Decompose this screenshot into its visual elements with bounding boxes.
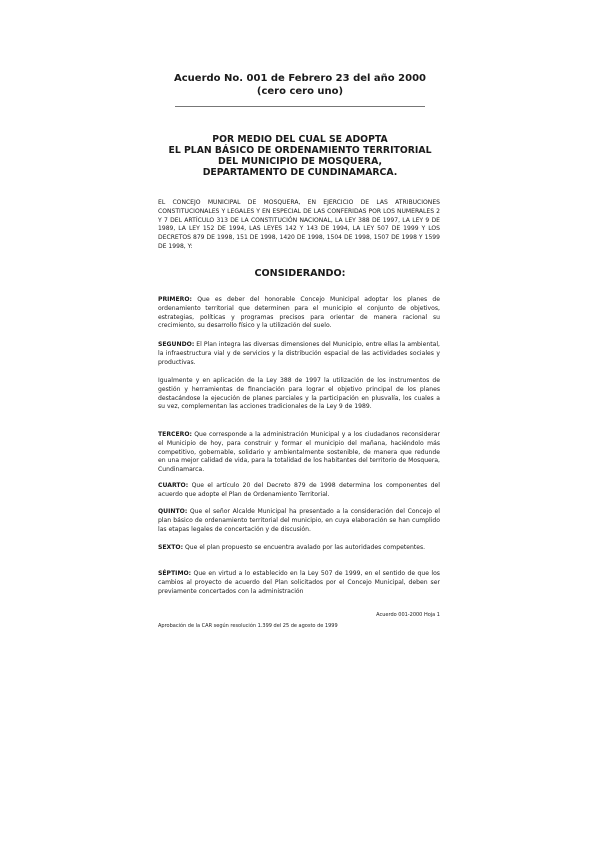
paragraph-label: SEGUNDO: (158, 341, 195, 348)
paragraph-label: CUARTO: (158, 482, 189, 489)
paragraph-label: SÉPTIMO: (158, 570, 192, 577)
paragraph-text: El Plan integra las diversas dimensiones del Municipio, entre ellas la ambiental, la infraestructura vial y de servicios y la distribución espacial de las actividades sociales y productivas. (158, 341, 440, 366)
document-title (150, 72, 450, 98)
document-heading (160, 134, 440, 178)
paragraph-text: Que el plan propuesto se encuentra avalado por las autoridades competentes. (183, 544, 426, 551)
paragraph-label: SEXTO: (158, 544, 184, 551)
paragraph-label: TERCERO: (158, 431, 192, 438)
heading-line: DEPARTAMENTO DE CUNDINAMARCA. (202, 167, 398, 178)
title-line-1: Acuerdo No. 001 de Febrero 23 del año 2000 (174, 73, 426, 84)
paragraph-label: QUINTO: (158, 508, 188, 515)
heading-line: DEL MUNICIPIO DE MOSQUERA, (218, 156, 382, 167)
paragraph-quinto (158, 508, 440, 534)
paragraph-label: PRIMERO: (158, 296, 192, 303)
paragraph-cuarto (158, 482, 440, 500)
page-reference: Acuerdo 001-2000 Hoja 1 (376, 612, 440, 618)
paragraph-text: Que el artículo 20 del Decreto 879 de 1998 determina los componentes del acuerdo que adopte el Plan de Ordenamiento Territorial. (158, 482, 440, 498)
paragraph-segundo (158, 341, 440, 367)
title-line-2: (cero cero uno) (256, 86, 344, 97)
footer-note: Aprobación de la CAR según resolución 1.399 del 25 de agosto de 1999 (158, 623, 338, 629)
paragraph-text: Igualmente y en aplicación de la Ley 388 de 1997 la utilización de los instrumentos de gestión y herramientas de financiación para lograr el objetivo principal de los planes destacándose la ejecución de planes parciales y la participación en plusvalía, los cuales a su vez, complementan las acciones tradicionales de la Ley 9 de 1989. (158, 377, 440, 411)
paragraph-text: Que en virtud a lo establecido en la Ley 507 de 1999, en el sentido de que los cambios al proyecto de acuerdo del Plan solicitados por el Concejo Municipal, deben ser previamente concertados con la administración (158, 570, 440, 595)
paragraph-primero (158, 296, 440, 331)
paragraph-sexto (158, 544, 440, 553)
heading-line: EL PLAN BÁSICO DE ORDENAMIENTO TERRITORIAL (168, 145, 432, 156)
paragraph-igualmente (158, 377, 440, 412)
paragraph-tercero (158, 431, 440, 475)
paragraph-text: Que es deber del honorable Concejo Municipal adoptar los planes de ordenamiento territorial que determinen para el municipio el conjunto de objetivos, estrategias, políticas y programas precisos para orientar de manera racional su crecimiento, su desarrollo físico y la utilización del suelo. (158, 296, 440, 330)
heading-line: POR MEDIO DEL CUAL SE ADOPTA (212, 134, 388, 145)
paragraph-septimo (158, 570, 440, 596)
title-divider (175, 106, 425, 107)
paragraph-text: Que corresponde a la administración Municipal y a los ciudadanos reconsiderar el Municipio de hoy, para construir y formar el municipio del mañana, haciéndolo más competitivo, gobernable, solidario y ambientalmente sostenible, de manera que redunde en una mejor calidad de vida, para la totalidad de los habitantes del territorio de Mosquera, Cundinamarca. (158, 431, 440, 473)
intro-paragraph: EL CONCEJO MUNICIPAL DE MOSQUERA, EN EJERCICIO DE LAS ATRIBUCIONES CONSTITUCIONALES Y LEGALES Y EN ESPECIAL DE LAS CONFERIDAS POR LOS NUMERALES 2 Y 7 DEL ARTÍCULO 313 DE LA CONSTITUCIÓN NACIONAL, LA LEY 388 DE 1997, LA LEY 9 DE 1989, LA LEY 152 DE 1994, LAS LEYES 142 Y 143 DE 1994, LA LEY 507 DE 1999 Y LOS DECRETOS 879 DE 1998, 151 DE 1998, 1420 DE 1998, 1504 DE 1998, 1507 DE 1998 Y 1599 DE 1998, Y: (158, 199, 440, 250)
considerando-heading: CONSIDERANDO: (254, 268, 346, 279)
paragraph-text: Que el señor Alcalde Municipal ha presentado a la consideración del Concejo el plan básico de ordenamiento territorial del municipio, en cuya elaboración se han cumplido las etapas legales de concertación y de discusión. (158, 508, 440, 533)
